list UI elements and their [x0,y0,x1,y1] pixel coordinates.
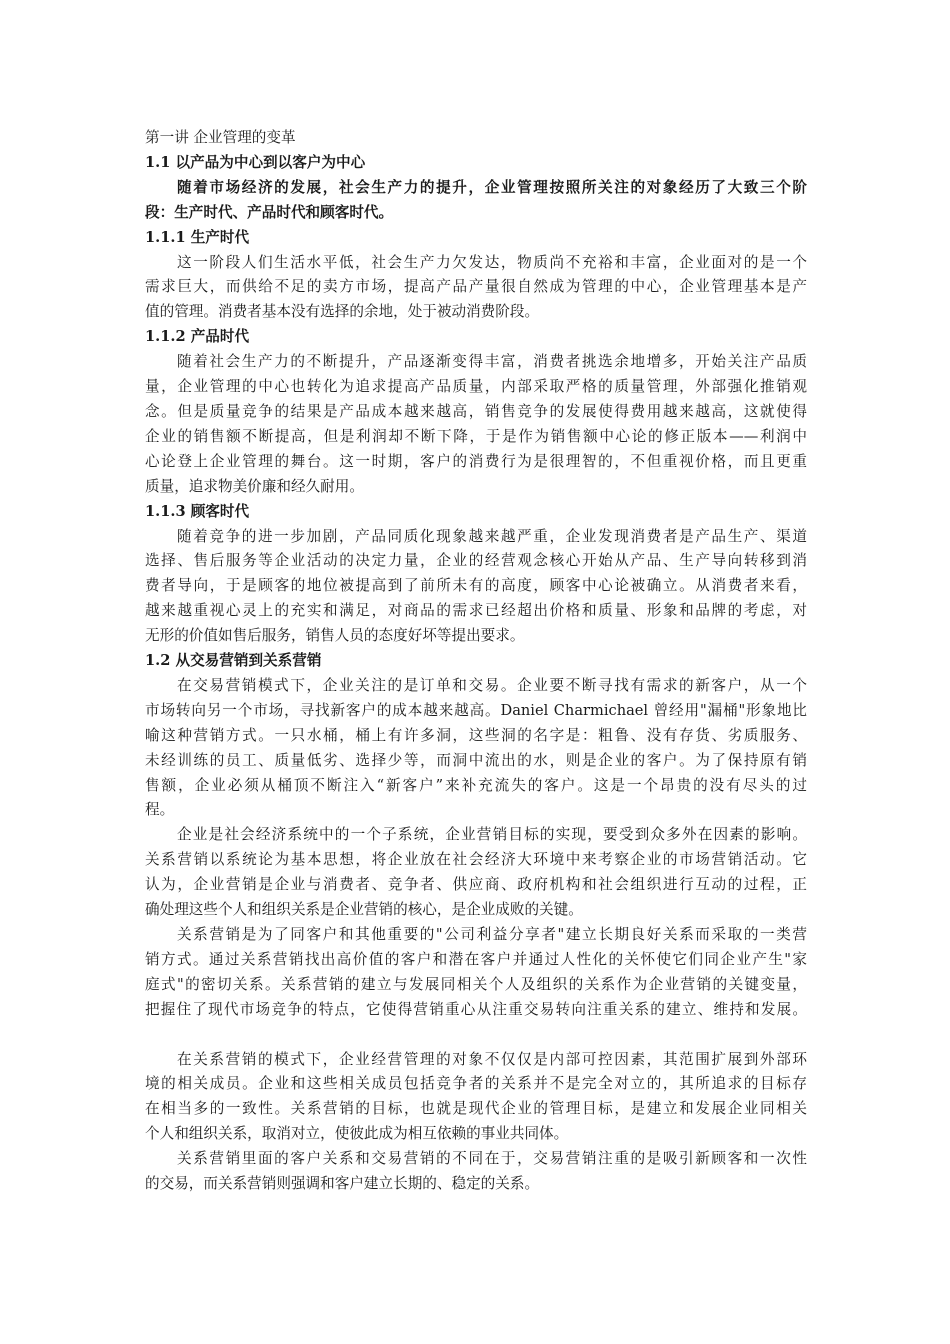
paragraph-line: 程。 [145,801,175,819]
paragraph-line: 销方式。通过关系营销找出高价值的客户和潜在客户并通过人性化的关怀使它们同企业产生"家 [145,950,807,968]
paragraph-line: 需求巨大，而供给不足的卖方市场，提高产品产量很自然成为管理的中心，企业管理基本是产 [145,278,807,296]
paragraph-line: 售额，企业必须从桶顶不断注入“新客户”来补充流失的客户。这是一个昂贵的没有尽头的过 [145,776,807,794]
blank-line [145,1023,807,1048]
paragraph-line: 无形的价值如售后服务，销售人员的态度好坏等提出要求。 [145,627,525,645]
document-title: 第一讲 企业管理的变革 [145,129,296,146]
heading-1-2: 1.2 从交易营销到关系营销 [145,652,322,670]
paragraph-line: 企业的销售额不断提高，但是利润却不断下降，于是作为销售额中心论的修正版本——利润中 [145,427,807,445]
paragraph-line: 把握住了现代市场竞争的特点，它使得营销重心从注重交易转向注重关系的建立、维持和发展。 [145,1000,807,1018]
paragraph-line: 选择、售后服务等企业活动的决定力量，企业的经营观念核心开始从产品、生产导向转移到消 [145,552,807,570]
paragraph-line: 企业是社会经济系统中的一个子系统，企业营销目标的实现，要受到众多外在因素的影响。 [177,826,807,844]
paragraph-line: 在相当多的一致性。关系营销的目标，也就是现代企业的管理目标，是建立和发展企业同相关 [145,1100,807,1118]
paragraph-line: 关系营销里面的客户关系和交易营销的不同在于，交易营销注重的是吸引新顾客和一次性 [177,1150,807,1168]
paragraph-line: 质量，追求物美价廉和经久耐用。 [145,477,364,495]
paragraph-line: 未经训练的员工、质量低劣、选择少等，而洞中流出的水，则是企业的客户。为了保持原有销 [145,751,807,769]
paragraph-line: 值的管理。消费者基本没有选择的余地，处于被动消费阶段。 [145,303,540,321]
heading-1-1-1: 1.1.1 生产时代 [145,228,250,246]
paragraph-line: 在交易营销模式下，企业关注的是订单和交易。企业要不断寻找有需求的新客户，从一个 [177,676,807,694]
heading-1-1-3: 1.1.3 顾客时代 [145,502,250,520]
paragraph-line: 越来越重视心灵上的充实和满足，对商品的需求已经超出价格和质量、形象和品牌的考虑，对 [145,602,807,620]
paragraph-line: 随着竞争的进一步加剧，产品同质化现象越来越严重，企业发现消费者是产品生产、渠道 [177,527,807,545]
paragraph-line: 随着社会生产力的不断提升，产品逐渐变得丰富，消费者挑选余地增多，开始关注产品质 [177,353,807,371]
heading-1-1: 1.1 以产品为中心到以客户为中心 [145,153,366,171]
paragraph-line: 个人和组织关系，取消对立，使彼此成为相互依赖的事业共同体。 [145,1125,569,1143]
paragraph-line: 的交易，而关系营销则强调和客户建立长期的、稳定的关系。 [145,1175,540,1193]
paragraph-line: 心论登上企业管理的舞台。这一时期，客户的消费行为是很理智的，不但重视价格，而且更重 [145,452,807,470]
paragraph-line: 费者导向，于是顾客的地位被提高到了前所未有的高度，顾客中心论被确立。从消费者来看， [145,577,807,595]
intro-line: 随着市场经济的发展，社会生产力的提升，企业管理按照所关注的对象经历了大致三个阶 [177,178,807,196]
paragraph-line: 境的相关成员。企业和这些相关成员包括竞争者的关系并不是完全对立的，其所追求的目标存 [145,1075,807,1093]
document-page [145,126,807,1197]
paragraph-line: 关系营销是为了同客户和其他重要的"公司利益分享者"建立长期良好关系而采取的一类营 [177,926,807,943]
paragraph-line: 这一阶段人们生活水平低，社会生产力欠发达，物质尚不充裕和丰富，企业面对的是一个 [177,253,807,271]
paragraph-line: 市场转向另一个市场，寻找新客户的成本越来越高。Daniel Charmichael 曾经用"漏桶"形象地比 [145,701,807,719]
paragraph-line: 喻这种营销方式。一只水桶，桶上有许多洞，这些洞的名字是：粗鲁、没有存货、劣质服务、 [145,726,807,744]
intro-line: 段：生产时代、产品时代和顾客时代。 [145,203,394,221]
heading-1-1-2: 1.1.2 产品时代 [145,328,250,346]
paragraph-line: 确处理这些个人和组织关系是企业营销的核心，是企业成败的关键。 [145,901,583,919]
paragraph-line: 认为，企业营销是企业与消费者、竞争者、供应商、政府机构和社会组织进行互动的过程，正 [145,876,807,894]
paragraph-line: 量，企业管理的中心也转化为追求提高产品质量，内部采取严格的质量管理，外部强化推销观 [145,378,807,396]
paragraph-line: 关系营销以系统论为基本思想，将企业放在社会经济大环境中来考察企业的市场营销活动。它 [145,851,807,869]
paragraph-line: 在关系营销的模式下，企业经营管理的对象不仅仅是内部可控因素，其范围扩展到外部环 [177,1050,807,1068]
paragraph-line: 庭式"的密切关系。关系营销的建立与发展同相关个人及组织的关系作为企业营销的关键变量， [145,975,807,993]
paragraph-line: 念。但是质量竞争的结果是产品成本越来越高，销售竞争的发展使得费用越来越高，这就使得 [145,402,807,420]
